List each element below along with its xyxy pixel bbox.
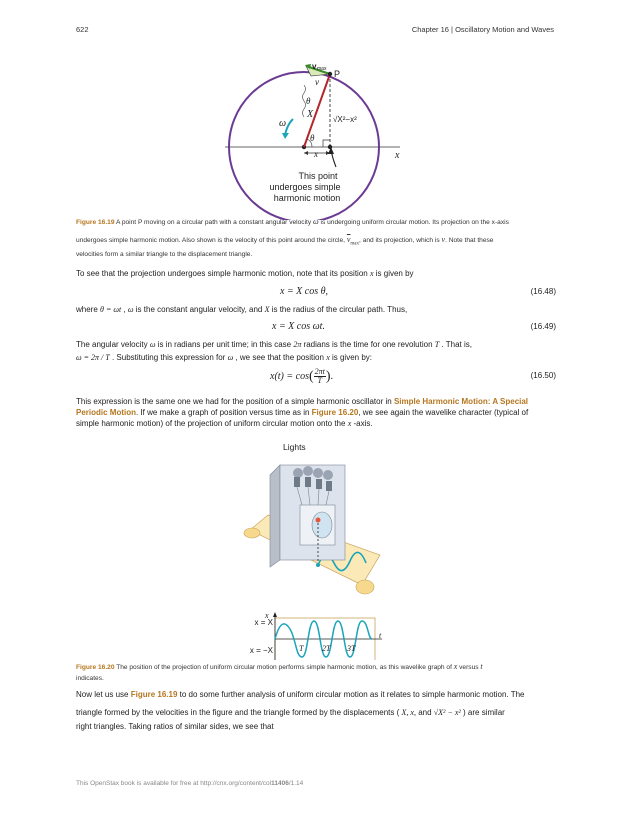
tick-2T-label: 2T [322,644,331,653]
graph-x-label: x [265,611,269,620]
lights-label: Lights [283,442,306,452]
equation-16-50-number: (16.50) [530,371,556,380]
point-p-label: P [334,69,341,79]
link-figure-16-19[interactable]: Figure 16.19 [130,690,178,699]
graph-t-label: t [379,631,382,640]
equation-16-48: x = X cos θ, [280,286,329,297]
x-eq-X-label: x = X [254,618,273,627]
shadow-point [316,563,320,567]
paragraph-4: This expression is the same one we had for the position of a simple harmonic oscillator in Simple Harmonic Motion: A Special Periodic Motion. If we make a graph of position versus time as in Figure 16.20, we see again the wavelike character (typical of simple harmonic motion) of the projection of uniform circular motion onto the x -axis. [76,397,529,428]
omega-label: ω [279,118,287,129]
x-eq-negX-label: x = −X [249,646,273,655]
footer: This OpenStax book is available for free at http://cnx.org/content/col11406/1.14 [76,780,304,787]
paragraph-5: Now let us use Figure 16.19 to do some further analysis of uniform circular motion as it relates to simple harmonic motion. The triangle formed by the velocities in the figure and the triangle formed by the displacements ( X, x, and √X² − x² ) are similar right triangles. Taking ratios of similar sides, we see that [76,690,525,731]
note-line-3: harmonic motion [273,193,341,203]
equation-16-50: x(t) = cos ( 2πt T ) . [270,367,334,385]
figure-16-20-caption: Figure 16.20 The position of the projection of uniform circular motion performs simple harmonic motion, as this wavelike graph of x versus t indicates. [76,662,483,682]
equation-16-49-number: (16.49) [530,322,556,331]
x-measure-label: x [314,149,318,159]
theta-label-center: θ [310,133,315,143]
figure-16-19 [215,55,430,220]
board-side [270,465,280,567]
chapter-title: Chapter 16 | Oscillatory Motion and Waves [411,25,554,34]
paragraph-1: To see that the projection undergoes simple harmonic motion, note that its position x is given by [76,269,414,278]
omega-arrowhead [282,133,289,139]
sqrt-label: √X²−x² [333,115,357,124]
tick-T-label: T [299,644,304,653]
right-roller [356,580,374,594]
equation-16-49: x = X cos ωt. [272,321,325,332]
rotating-disk [312,512,332,538]
left-roller [244,528,260,538]
link-figure-16-20[interactable]: Figure 16.20 [311,408,359,417]
theta-label-top: θ [306,96,311,106]
note-line-1: This point [298,171,338,181]
figure-16-20 [230,435,400,660]
omega-arrow [285,119,293,135]
radius-X-label: X [307,109,314,120]
page-number: 622 [76,25,89,34]
link-simple-harmonic-motion[interactable]: Simple Harmonic Motion: A Special Periodic Motion [76,397,529,417]
vmax-sub-label: max [317,66,327,72]
disk-peg [316,518,321,523]
v-label: v [315,77,319,87]
x-axis-label: x [395,150,400,161]
figure-16-19-caption: Figure 16.19 A point P moving on a circular path with a constant angular velocity ω is undergoing uniform circular motion. Its projection on the x-axis undergoes simple harmonic motion. Also shown is the velocity of this point around the circle, $\overline{v}_{max}$, and its projection, which is v. Note that these velocities form a similar triangle to the displacement triangle. [76,217,509,259]
paragraph-2: where θ = ωt , ω is the constant angular velocity, and X is the radius of the circular path. Thus, [76,305,408,314]
paragraph-3: The angular velocity ω is in radians per unit time; in this case 2π radians is the time for one revolution T . That is, ω = 2π / T . Substituting this expression for ω , we see that the position x is given by: [76,340,472,362]
point-p [328,72,332,76]
vmax-label: v [312,62,317,71]
equation-16-48-number: (16.48) [530,287,556,296]
note-line-2: undergoes simple [269,182,341,192]
caption-label: Figure 16.19 [76,219,115,226]
tick-3T-label: 3T [347,644,356,653]
